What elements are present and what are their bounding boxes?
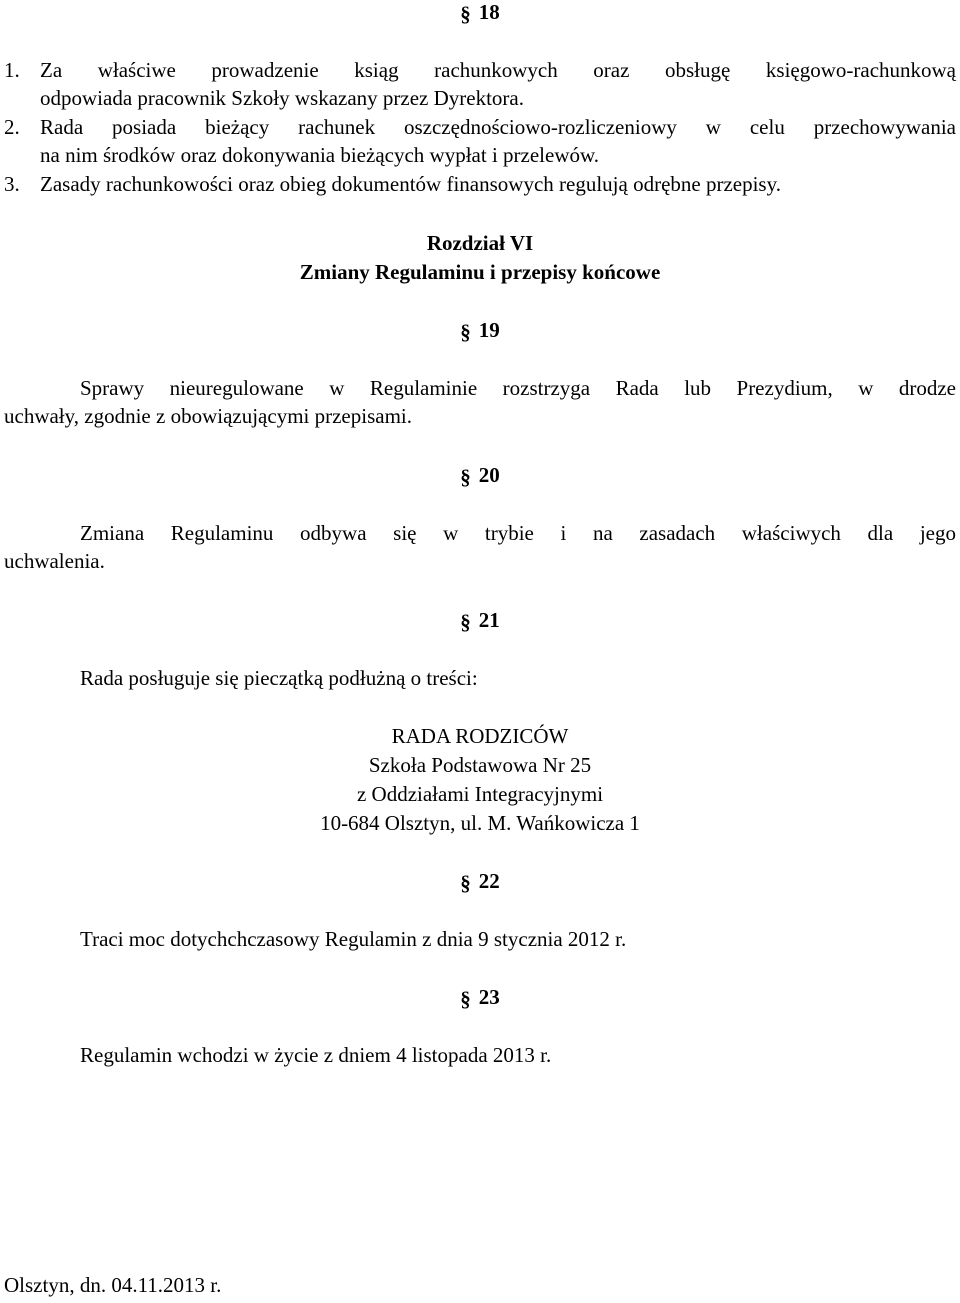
section-23-paragraph: Regulamin wchodzi w życie z dniem 4 listopada 2013 r. [80, 1043, 552, 1067]
list-item-line: odpowiada pracownik Szkoły wskazany przez Dyrektora. [40, 86, 524, 110]
section-number: 23 [478, 985, 500, 1009]
list-item-line: Za właściwe prowadzenie ksiąg rachunkowych oraz obsługę księgowo-rachunkową [40, 58, 956, 82]
paragraph-sign: § [460, 987, 471, 1011]
section-number: 18 [478, 0, 500, 24]
chapter-subtitle: Zmiany Regulaminu i przepisy końcowe [299, 260, 661, 284]
section-20-paragraph [4, 519, 956, 575]
section-23-heading [0, 983, 960, 1011]
paragraph-line: uchwalenia. [4, 549, 105, 573]
list-item-number: 1. [4, 58, 20, 82]
paragraph-sign: § [460, 320, 471, 344]
paragraph-line: Zmiana Regulaminu odbywa się w trybie i na zasadach właściwych dla jego [80, 521, 956, 545]
stamp-line: Szkoła Podstawowa Nr 25 [368, 753, 592, 777]
stamp-line: 10-684 Olsztyn, ul. M. Wańkowicza 1 [320, 811, 640, 835]
paragraph-sign: § [460, 2, 471, 26]
stamp-line: RADA RODZICÓW [391, 724, 569, 748]
section-19-paragraph [4, 374, 956, 430]
paragraph-line: Sprawy nieuregulowane w Regulaminie rozstrzyga Rada lub Prezydium, w drodze [80, 376, 956, 400]
list-item [0, 170, 960, 198]
paragraph-sign: § [460, 465, 471, 489]
chapter-title: Rozdział VI [426, 231, 534, 255]
list-item-text [40, 113, 956, 169]
place-and-date: Olsztyn, dn. 04.11.2013 r. [4, 1273, 222, 1297]
section-20-heading [0, 461, 960, 489]
list-item-number: 2. [4, 115, 20, 139]
stamp-intro: Rada posługuje się pieczątką podłużną o treści: [80, 666, 478, 690]
list-item [0, 113, 960, 169]
section-18-heading [0, 0, 960, 26]
list-item-line: na nim środków oraz dokonywania bieżących wypłat i przelewów. [40, 143, 600, 167]
paragraph-sign: § [460, 610, 471, 634]
section-22-paragraph: Traci moc dotychchczasowy Regulamin z dnia 9 stycznia 2012 r. [80, 927, 627, 951]
section-number: 21 [478, 608, 500, 632]
section-number: 22 [478, 869, 500, 893]
list-item [0, 56, 960, 112]
stamp-line: z Oddziałami Integracyjnymi [356, 782, 604, 806]
section-22-heading [0, 867, 960, 895]
paragraph-line: uchwały, zgodnie z obowiązującymi przepisami. [4, 404, 412, 428]
section-21-heading [0, 606, 960, 634]
list-item-text [40, 170, 956, 198]
section-19-heading [0, 316, 960, 344]
list-item-number: 3. [4, 172, 20, 196]
list-item-line: Rada posiada bieżący rachunek oszczędnościowo-rozliczeniowy w celu przechowywania [40, 115, 956, 139]
section-number: 20 [478, 463, 500, 487]
section-number: 19 [478, 318, 500, 342]
paragraph-sign: § [460, 871, 471, 895]
list-item-text [40, 56, 956, 112]
list-item-line: Zasady rachunkowości oraz obieg dokumentów finansowych regulują odrębne przepisy. [40, 172, 781, 196]
